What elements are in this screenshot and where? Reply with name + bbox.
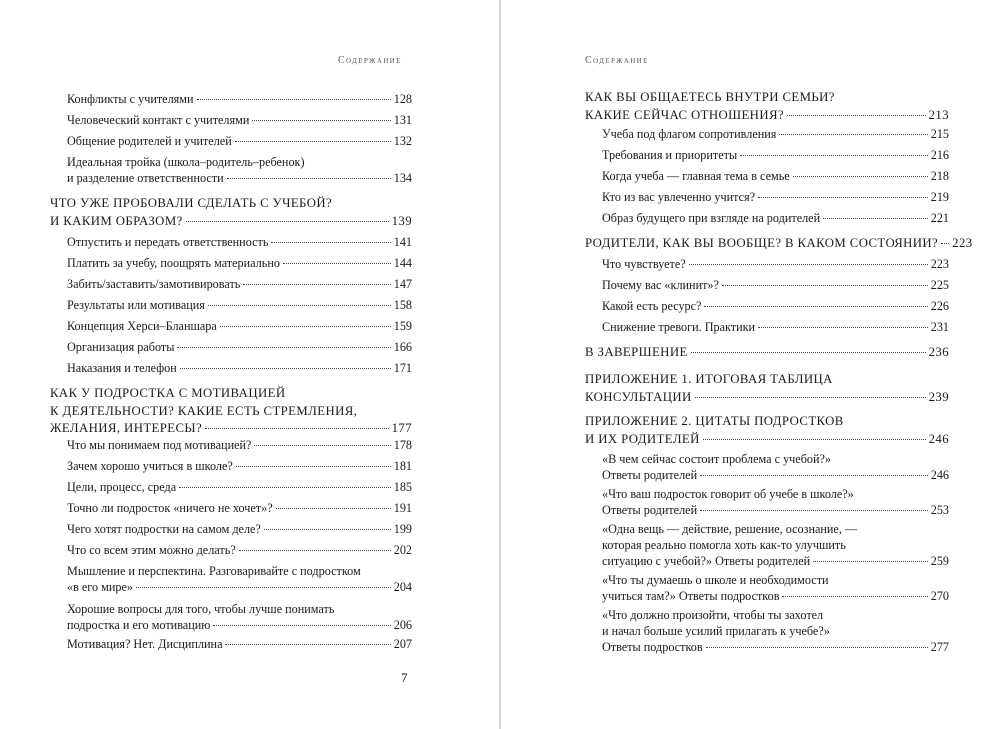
toc-entry-title-line: И ИХ РОДИТЕЛЕЙ bbox=[585, 431, 700, 446]
toc-entry-title-line: Требования и приоритеты bbox=[602, 148, 738, 162]
dot-leader bbox=[941, 243, 949, 244]
toc-page-number: 171 bbox=[393, 361, 412, 375]
toc-page-number: 215 bbox=[930, 127, 949, 141]
dot-leader bbox=[254, 445, 390, 446]
toc-entry-title-line: Точно ли подросток «ничего не хочет»? bbox=[67, 501, 273, 515]
toc-entry[interactable] bbox=[67, 437, 412, 453]
toc-page-number: 131 bbox=[393, 113, 412, 127]
toc-page-number: 158 bbox=[393, 298, 412, 312]
toc-entry[interactable] bbox=[67, 500, 412, 516]
toc-entry-title-line: которая реально помогла хоть как-то улучшить bbox=[602, 538, 846, 552]
dot-leader bbox=[213, 625, 390, 626]
toc-entry-title-line: Цели, процесс, среда bbox=[67, 480, 177, 494]
toc-section[interactable] bbox=[585, 344, 949, 362]
toc-entry[interactable] bbox=[67, 360, 412, 376]
toc-page-number: 218 bbox=[930, 169, 949, 183]
toc-entry-title-line: Что со всем этим можно делать? bbox=[67, 543, 236, 557]
toc-entry[interactable] bbox=[602, 126, 949, 142]
toc-entry[interactable] bbox=[67, 91, 412, 107]
toc-entry[interactable] bbox=[67, 133, 412, 149]
toc-entry-title-line: Хорошие вопросы для того, чтобы лучше понимать bbox=[67, 602, 335, 616]
toc-page-number: 207 bbox=[393, 637, 412, 651]
toc-page-number: 132 bbox=[393, 134, 412, 148]
dot-leader bbox=[179, 487, 391, 488]
toc-entry[interactable] bbox=[67, 318, 412, 334]
toc-page-number: 147 bbox=[393, 277, 412, 291]
toc-entry-title-line: Платить за учебу, поощрять материально bbox=[67, 256, 280, 270]
toc-entry-title-line: Кто из вас увлеченно учится? bbox=[602, 190, 756, 204]
toc-page-number: 177 bbox=[391, 421, 412, 435]
toc-entry[interactable] bbox=[67, 563, 412, 595]
toc-entry[interactable] bbox=[67, 458, 412, 474]
toc-page-number: 223 bbox=[952, 236, 973, 250]
toc-entry-title-line: Почему вас «клинит»? bbox=[602, 278, 719, 292]
dot-leader bbox=[205, 428, 389, 429]
toc-page-number: 231 bbox=[930, 320, 949, 334]
dot-leader bbox=[243, 284, 390, 285]
dot-leader bbox=[722, 285, 928, 286]
toc-page-number: 134 bbox=[393, 171, 412, 185]
running-head-left: Содержание bbox=[338, 55, 402, 66]
toc-entry-title-line: Когда учеба — главная тема в семье bbox=[602, 169, 790, 183]
toc-entry-title-line: ЧТО УЖЕ ПРОБОВАЛИ СДЕЛАТЬ С УЧЕБОЙ? bbox=[50, 196, 333, 210]
toc-entry-title-line: РОДИТЕЛИ, КАК ВЫ ВООБЩЕ? В КАКОМ СОСТОЯНИИ? bbox=[585, 236, 939, 250]
toc-page-number: 128 bbox=[393, 92, 412, 106]
toc-page-number: 166 bbox=[393, 340, 412, 354]
toc-entry-title-line: Общение родителей и учителей bbox=[67, 134, 232, 148]
toc-page-number: 277 bbox=[930, 640, 949, 654]
dot-leader bbox=[177, 347, 390, 348]
dot-leader bbox=[758, 197, 928, 198]
dot-leader bbox=[689, 264, 928, 265]
toc-page-number: 253 bbox=[930, 503, 949, 517]
toc-entry[interactable] bbox=[67, 234, 412, 250]
toc-section[interactable] bbox=[50, 195, 412, 230]
toc-entry-title-line: Зачем хорошо учиться в школе? bbox=[67, 459, 233, 473]
toc-entry-title-line: «в его мире» bbox=[67, 580, 133, 594]
toc-entry[interactable] bbox=[602, 521, 949, 569]
toc-entry-title-line: «В чем сейчас состоит проблема с учебой?» bbox=[602, 452, 832, 466]
toc-page-number: 270 bbox=[930, 589, 949, 603]
toc-entry[interactable] bbox=[67, 154, 412, 186]
dot-leader bbox=[758, 327, 928, 328]
toc-entry[interactable] bbox=[67, 601, 412, 633]
toc-entry-title-line: учиться там?» Ответы подростков bbox=[602, 589, 780, 603]
toc-entry-title-line: и разделение ответственности bbox=[67, 171, 224, 185]
dot-leader bbox=[239, 550, 391, 551]
toc-section[interactable] bbox=[50, 385, 412, 438]
toc-page-number: 216 bbox=[930, 148, 949, 162]
toc-entry-title-line: Образ будущего при взгляде на родителей bbox=[602, 211, 821, 225]
dot-leader bbox=[227, 178, 391, 179]
page-number: 7 bbox=[401, 670, 408, 685]
toc-entry-title-line: К ДЕЯТЕЛЬНОСТИ? КАКИЕ ЕСТЬ СТРЕМЛЕНИЯ, bbox=[50, 403, 358, 418]
toc-entry[interactable] bbox=[602, 486, 949, 518]
toc-entry-title-line: ЖЕЛАНИЯ, ИНТЕРЕСЫ? bbox=[50, 421, 203, 435]
toc-page-number: 202 bbox=[393, 543, 412, 557]
toc-entry-title-line: ситуацию с учебой?» Ответы родителей bbox=[602, 554, 811, 568]
toc-entry[interactable] bbox=[602, 168, 949, 184]
toc-entry-title-line: Ответы подростков bbox=[602, 640, 703, 654]
toc-entry[interactable] bbox=[602, 451, 949, 483]
toc-entry-title-line: ПРИЛОЖЕНИЕ 2. ЦИТАТЫ ПОДРОСТКОВ bbox=[585, 414, 844, 428]
dot-leader bbox=[252, 120, 390, 121]
dot-leader bbox=[197, 99, 391, 100]
right-page bbox=[501, 0, 1000, 729]
toc-entry[interactable] bbox=[602, 147, 949, 163]
toc-entry[interactable] bbox=[602, 572, 949, 604]
dot-leader bbox=[700, 510, 928, 511]
dot-leader bbox=[704, 306, 927, 307]
dot-leader bbox=[236, 466, 391, 467]
dot-leader bbox=[283, 263, 391, 264]
toc-page-number: 219 bbox=[930, 190, 949, 204]
dot-leader bbox=[779, 134, 927, 135]
toc-entry-title-line: Идеальная тройка (школа–родитель–ребенок) bbox=[67, 155, 305, 169]
toc-page-number: 181 bbox=[393, 459, 412, 473]
toc-entry-title-line: КАК ВЫ ОБЩАЕТЕСЬ ВНУТРИ СЕМЬИ? bbox=[585, 90, 835, 104]
dot-leader bbox=[180, 368, 391, 369]
toc-page-number: 213 bbox=[928, 107, 949, 122]
toc-entry-title-line: Результаты или мотивация bbox=[67, 298, 205, 312]
toc-entry-title-line: КОНСУЛЬТАЦИИ bbox=[585, 389, 692, 404]
toc-entry-title-line: КАКИЕ СЕЙЧАС ОТНОШЕНИЯ? bbox=[585, 107, 784, 122]
dot-leader bbox=[787, 115, 926, 116]
toc-entry[interactable] bbox=[67, 521, 412, 537]
toc-entry-title-line: Чего хотят подростки на самом деле? bbox=[67, 522, 261, 536]
toc-section[interactable] bbox=[585, 371, 949, 406]
toc-entry[interactable] bbox=[67, 112, 412, 128]
toc-section[interactable] bbox=[585, 413, 949, 448]
dot-leader bbox=[264, 529, 391, 530]
toc-entry-title-line: Человеческий контакт с учителями bbox=[67, 113, 250, 127]
dot-leader bbox=[823, 218, 928, 219]
left-page bbox=[0, 0, 499, 729]
toc-entry[interactable] bbox=[67, 339, 412, 355]
dot-leader bbox=[225, 644, 390, 645]
toc-entry-title-line: Отпустить и передать ответственность bbox=[67, 235, 269, 249]
toc-page-number: 246 bbox=[928, 431, 949, 446]
toc-page-number: 144 bbox=[393, 256, 412, 270]
toc-entry[interactable] bbox=[602, 298, 949, 314]
toc-entry[interactable] bbox=[602, 256, 949, 272]
dot-leader bbox=[136, 587, 391, 588]
toc-entry[interactable] bbox=[67, 542, 412, 558]
toc-page-number: 206 bbox=[393, 618, 412, 632]
dot-leader bbox=[208, 305, 391, 306]
toc-page-number: 141 bbox=[393, 235, 412, 249]
toc-entry-title-line: Концепция Херси–Бланшара bbox=[67, 319, 217, 333]
toc-entry[interactable] bbox=[602, 210, 949, 226]
toc-page-number: 221 bbox=[930, 211, 949, 225]
toc-entry-title-line: Мотивация? Нет. Дисциплина bbox=[67, 637, 223, 651]
toc-entry-title-line: Учеба под флагом сопротивления bbox=[602, 127, 777, 141]
toc-entry-title-line: «Что ты думаешь о школе и необходимости bbox=[602, 573, 829, 587]
dot-leader bbox=[691, 352, 926, 353]
toc-page-number: 178 bbox=[393, 438, 412, 452]
toc-entry-title-line: Ответы родителей bbox=[602, 468, 698, 482]
dot-leader bbox=[276, 508, 391, 509]
toc-entry-title-line: Что мы понимаем под мотивацией? bbox=[67, 438, 252, 452]
toc-entry-title-line: Конфликты с учителями bbox=[67, 92, 194, 106]
toc-page-number: 204 bbox=[393, 580, 412, 594]
toc-page-number: 225 bbox=[930, 278, 949, 292]
dot-leader bbox=[700, 475, 928, 476]
toc-entry-title-line: подростка и его мотивацию bbox=[67, 618, 211, 632]
toc-page-number: 159 bbox=[393, 319, 412, 333]
toc-page-number: 239 bbox=[928, 389, 949, 404]
dot-leader bbox=[740, 155, 928, 156]
toc-entry-title-line: Снижение тревоги. Практики bbox=[602, 320, 756, 334]
dot-leader bbox=[186, 221, 389, 222]
toc-entry-title-line: Ответы родителей bbox=[602, 503, 698, 517]
toc-page-number: 139 bbox=[391, 213, 412, 228]
toc-entry-title-line: «Что ваш подросток говорит об учебе в школе?» bbox=[602, 487, 854, 501]
toc-section[interactable] bbox=[585, 235, 973, 253]
toc-entry[interactable] bbox=[602, 319, 949, 335]
toc-page-number: 246 bbox=[930, 468, 949, 482]
toc-entry-title-line: Мышление и перспектина. Разговаривайте с подростком bbox=[67, 564, 361, 578]
toc-entry-title-line: В ЗАВЕРШЕНИЕ bbox=[585, 345, 688, 359]
toc-page-number: 191 bbox=[393, 501, 412, 515]
toc-page-number: 185 bbox=[393, 480, 412, 494]
dot-leader bbox=[813, 561, 928, 562]
dot-leader bbox=[706, 647, 928, 648]
dot-leader bbox=[235, 141, 391, 142]
toc-entry-title-line: «Одна вещь — действие, решение, осознание, — bbox=[602, 522, 858, 536]
toc-page-number: 226 bbox=[930, 299, 949, 313]
toc-entry[interactable] bbox=[67, 479, 412, 495]
toc-entry-title-line: И КАКИМ ОБРАЗОМ? bbox=[50, 213, 183, 228]
dot-leader bbox=[271, 242, 390, 243]
toc-page-number: 223 bbox=[930, 257, 949, 271]
toc-entry[interactable] bbox=[67, 297, 412, 313]
toc-entry-title-line: ПРИЛОЖЕНИЕ 1. ИТОГОВАЯ ТАБЛИЦА bbox=[585, 372, 833, 386]
dot-leader bbox=[793, 176, 928, 177]
dot-leader bbox=[703, 439, 926, 440]
toc-page-number: 236 bbox=[928, 345, 949, 359]
toc-entry-title-line: Организация работы bbox=[67, 340, 175, 354]
dot-leader bbox=[782, 596, 927, 597]
toc-page-number: 199 bbox=[393, 522, 412, 536]
toc-entry[interactable] bbox=[602, 277, 949, 293]
dot-leader bbox=[695, 397, 926, 398]
toc-entry-title-line: Забить/заставить/замотивировать bbox=[67, 277, 241, 291]
toc-entry-title-line: и начал больше усилий прилагать к учебе?» bbox=[602, 624, 830, 638]
toc-entry[interactable] bbox=[67, 255, 412, 271]
toc-entry-title-line: Какой есть ресурс? bbox=[602, 299, 702, 313]
toc-entry[interactable] bbox=[67, 276, 412, 292]
toc-entry-title-line: Что чувствуете? bbox=[602, 257, 686, 271]
toc-entry[interactable] bbox=[602, 189, 949, 205]
toc-entry[interactable] bbox=[67, 636, 412, 652]
toc-section[interactable] bbox=[585, 89, 949, 124]
toc-entry[interactable] bbox=[602, 607, 949, 655]
toc-entry-title-line: КАК У ПОДРОСТКА С МОТИВАЦИЕЙ bbox=[50, 386, 286, 400]
dot-leader bbox=[220, 326, 391, 327]
toc-page-number: 259 bbox=[930, 554, 949, 568]
running-head-right: Содержание bbox=[585, 55, 649, 66]
toc-entry-title-line: «Что должно произойти, чтобы ты захотел bbox=[602, 608, 824, 622]
toc-entry-title-line: Наказания и телефон bbox=[67, 361, 177, 375]
